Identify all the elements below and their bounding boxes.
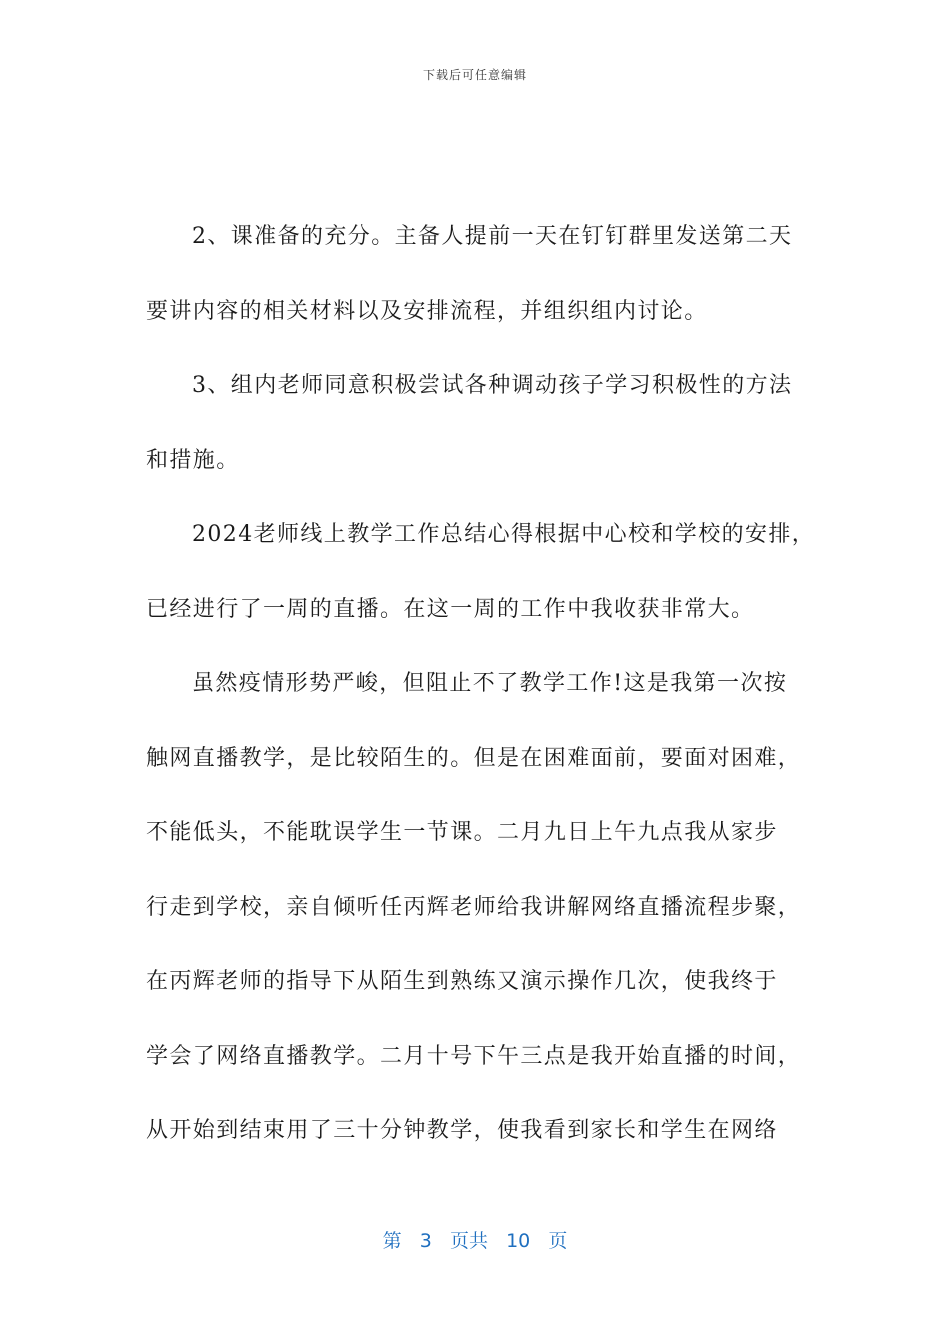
page-number: 3 (419, 1230, 432, 1252)
paragraph-4 (146, 647, 808, 1169)
text-line: 3、组内老师同意积极尝试各种调动孩子学习积极性的方法 (192, 373, 793, 398)
paragraph-2 (146, 349, 808, 498)
paragraph-3 (146, 498, 816, 647)
text-line: 虽然疫情形势严峻，但阻止不了教学工作!这是我第一次按 (192, 671, 788, 696)
text-line: 不能低头，不能耽误学生一节课。二月九日上午九点我从家步 (146, 820, 778, 845)
text-line: 已经进行了一周的直播。在这一周的工作中我收获非常大。 (146, 596, 755, 622)
page-footer (0, 1226, 950, 1253)
text-line: 和措施。 (146, 447, 240, 473)
page-header: 下载后可任意编辑 (422, 68, 527, 82)
text-line: 行走到学校，亲自倾听任丙辉老师给我讲解网络直播流程步聚， (146, 894, 802, 920)
text-line: 学会了网络直播教学。二月十号下午三点是我开始直播的时间， (146, 1043, 802, 1069)
text-line: 要讲内容的相关材料以及安排流程，并组织组内讨论。 (146, 298, 708, 324)
page-middle: 页共 (449, 1230, 488, 1252)
page-prefix: 第 (382, 1230, 402, 1252)
text-line: 在丙辉老师的指导下从陌生到熟练又演示操作几次，使我终于 (146, 969, 778, 994)
text-line: 2、课准备的充分。主备人提前一天在钉钉群里发送第二天 (192, 224, 793, 249)
document-body (146, 200, 816, 1169)
text-line: 触网直播教学，是比较陌生的。但是在困难面前，要面对困难， (146, 745, 802, 771)
paragraph-1 (146, 200, 808, 349)
text-line: 从开始到结束用了三十分钟教学，使我看到家长和学生在网络 (146, 1118, 778, 1143)
total-pages: 10 (506, 1230, 531, 1252)
text-line: 2024老师线上教学工作总结心得根据中心校和学校的安排， (192, 522, 816, 547)
page-suffix: 页 (548, 1230, 568, 1252)
